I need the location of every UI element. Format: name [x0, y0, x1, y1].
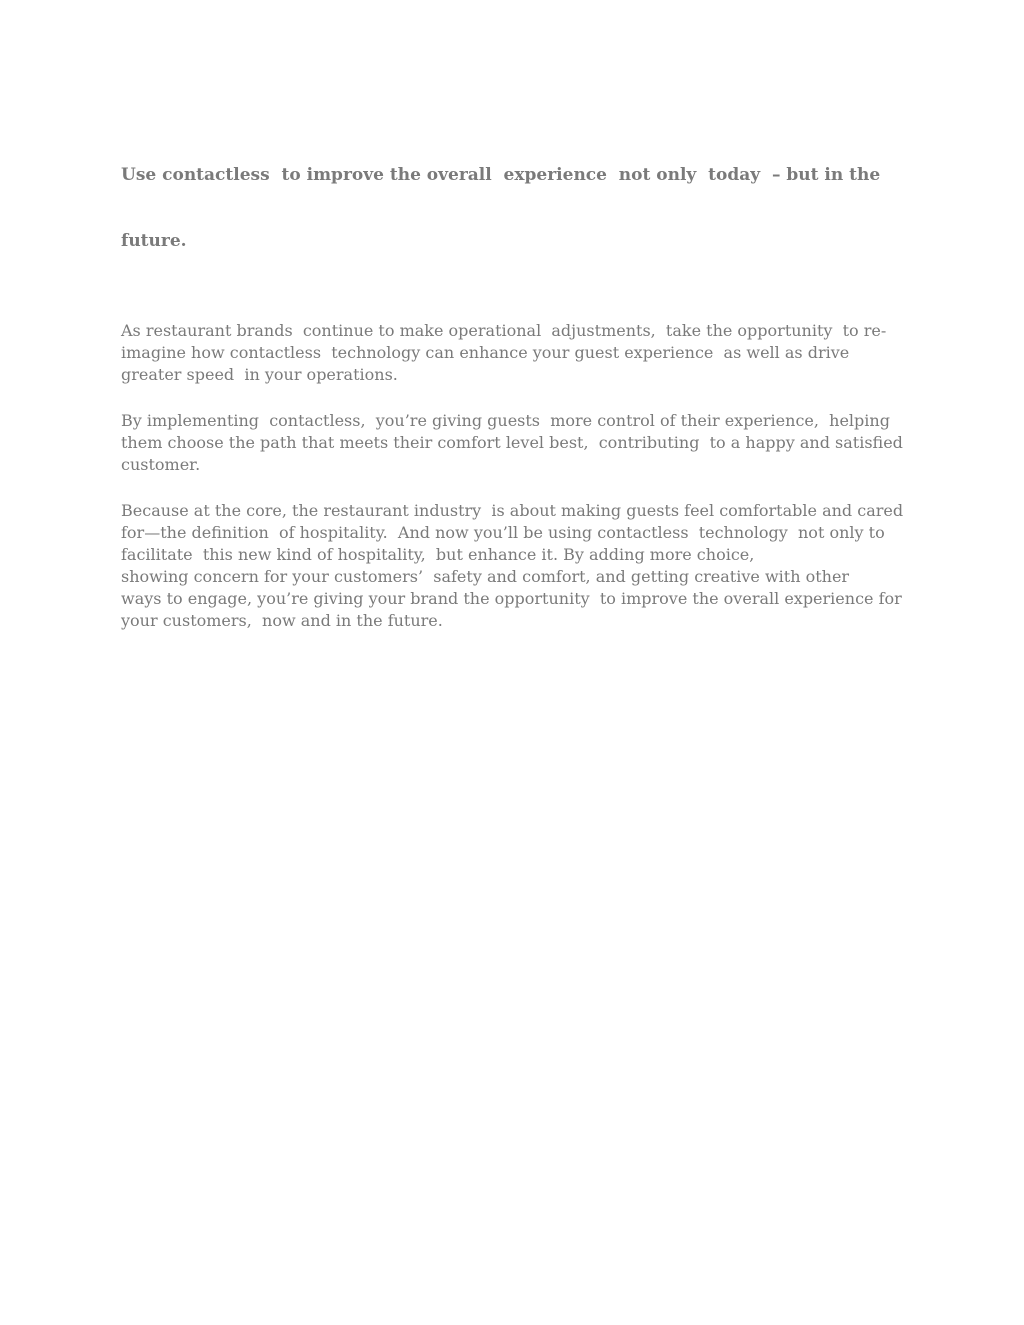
paragraph-restaurant-brands: [121, 320, 911, 386]
paragraph-line: showing concern for your customers’ safety and comfort, and getting creative with other: [121, 567, 850, 586]
paragraph-line: By implementing contactless, you’re giving guests more control of their experience, helping: [121, 411, 890, 430]
paragraph-line: your customers, now and in the future.: [121, 611, 443, 630]
paragraph-line: facilitate this new kind of hospitality, but enhance it. By adding more choice,: [121, 545, 755, 564]
paragraph-line: Because at the core, the restaurant industry is about making guests feel comfortable and cared: [121, 501, 904, 520]
paragraph-implementing: [121, 410, 911, 476]
paragraph-line: As restaurant brands continue to make operational adjustments, take the opportunity to re-: [121, 321, 887, 340]
paragraph-line: ways to engage, you’re giving your brand the opportunity to improve the overall experience for: [121, 589, 902, 608]
paragraph-line: greater speed in your operations.: [121, 365, 398, 384]
paragraph-line: for—the definition of hospitality. And now you’ll be using contactless technology not only to: [121, 523, 885, 542]
document-page: [121, 120, 911, 656]
paragraph-line: customer.: [121, 455, 201, 474]
paragraph-line: them choose the path that meets their comfort level best, contributing to a happy and satisfied: [121, 433, 903, 452]
paragraph-line: imagine how contactless technology can enhance your guest experience as well as drive: [121, 343, 850, 362]
heading-line: Use contactless to improve the overall experience not only today – but in the: [121, 165, 881, 185]
heading-line: future.: [121, 231, 187, 251]
document-heading: [121, 120, 911, 296]
paragraph-hospitality: [121, 500, 911, 632]
